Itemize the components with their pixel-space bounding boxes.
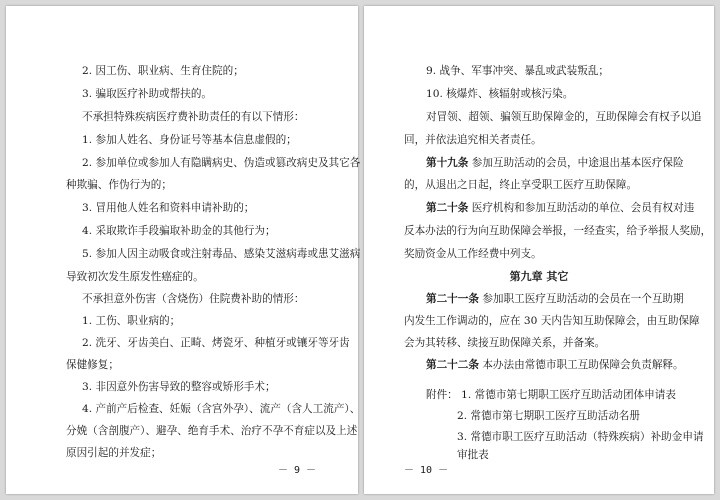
text-line: 保健修复； xyxy=(66,359,119,371)
text-line: 2. 参加单位或参加人有隐瞒病史、伪造或篡改病史及其它各 xyxy=(82,157,361,169)
text-line: 3. 冒用他人姓名和资料申请补助的； xyxy=(82,202,255,214)
text-line: 的，从退出之日起，终止享受职工医疗互助保障。 xyxy=(404,179,638,191)
text-line: 原因引起的并发症； xyxy=(66,447,162,459)
page-number: － 9 － xyxy=(277,465,316,476)
text-line: 对冒领、超领、骗领互助保障金的，互助保障会有权予以追 xyxy=(426,111,702,123)
chapter-heading: 第九章 其它 xyxy=(509,270,569,283)
article-21 xyxy=(426,292,684,306)
text-line: 导致初次发生原发性癌症的。 xyxy=(66,271,204,283)
document-page-right xyxy=(364,6,714,494)
article-20 xyxy=(426,201,694,215)
text-line: 4. 采取欺诈手段骗取补助金的其他行为； xyxy=(82,225,276,237)
attachments-label: 附件： xyxy=(426,389,458,401)
document-page-left xyxy=(6,6,361,494)
article-text: 本办法由常德市职工互助保障会负责解释。 xyxy=(482,359,684,371)
attachment-text: 1. 常德市第七期职工医疗互助活动团体申请表 xyxy=(461,389,676,401)
article-label: 第二十二条 xyxy=(426,359,479,371)
text-line: 回，并依法追究相关者责任。 xyxy=(404,134,542,146)
article-text: 参加互助活动的会员，中途退出基本医疗保险 xyxy=(471,157,684,169)
article-19 xyxy=(426,156,684,170)
text-line: 种欺骗、作伪行为的； xyxy=(66,179,172,191)
attachment-item: 2. 常德市第七期职工医疗互助活动名册 xyxy=(457,410,640,422)
text-line: 4. 产前产后检查、妊娠（含宫外孕）、流产（含人工流产）、 xyxy=(82,403,361,415)
attachment-item: 审批表 xyxy=(457,449,489,461)
text-line: 内发生工作调动的，应在 30 天内告知互助保障会，由互助保障 xyxy=(404,315,700,327)
article-label: 第二十条 xyxy=(426,202,469,214)
text-line: 2. 因工伤、职业病、生育住院的； xyxy=(82,65,244,77)
text-line: 3. 骗取医疗补助或帮扶的。 xyxy=(82,88,213,100)
text-line: 反本办法的行为向互助保障会举报，一经查实，给予举报人奖励， xyxy=(404,225,712,237)
text-line: 不承担意外伤害（含烧伤）住院费补助的情形： xyxy=(82,293,305,305)
article-text: 参加职工医疗互助活动的会员在一个互助期 xyxy=(482,293,684,305)
text-line: 分娩（含剖腹产）、避孕、绝育手术、治疗不孕不育症以及上述 xyxy=(66,425,358,437)
text-line: 3. 非因意外伤害导致的整容或矫形手术； xyxy=(82,381,276,393)
article-22 xyxy=(426,358,684,372)
page-body xyxy=(364,6,714,494)
text-line: 会为其转移、续接互助保障关系，并备案。 xyxy=(404,337,606,349)
text-line: 5. 参加人因主动吸食或注射毒品、感染艾滋病毒或患艾滋病 xyxy=(82,248,361,260)
text-line: 奖励资金从工作经费中列支。 xyxy=(404,248,542,260)
page-body xyxy=(6,6,361,494)
article-label: 第二十一条 xyxy=(426,293,479,305)
text-line: 9. 战争、军事冲突、暴乱或武装叛乱； xyxy=(426,65,609,77)
text-line: 不承担特殊疾病医疗费补助责任的有以下情形： xyxy=(82,111,305,123)
article-text: 医疗机构和参加互助活动的单位、会员有权对违 xyxy=(471,202,695,214)
page-number: － 10 － xyxy=(404,465,449,476)
article-label: 第十九条 xyxy=(426,157,469,169)
text-line: 1. 参加人姓名、身份证号等基本信息虚假的； xyxy=(82,134,297,146)
text-line: 2. 洗牙、牙齿美白、正畸、烤瓷牙、种植牙或镶牙等牙齿 xyxy=(82,337,350,349)
attachment-item: 3. 常德市职工医疗互助活动（特殊疾病）补助金申请 xyxy=(457,431,704,443)
attachment-item xyxy=(426,388,676,402)
text-line: 1. 工伤、职业病的； xyxy=(82,315,181,327)
text-line: 10. 核爆炸、核辐射或核污染。 xyxy=(426,88,574,100)
